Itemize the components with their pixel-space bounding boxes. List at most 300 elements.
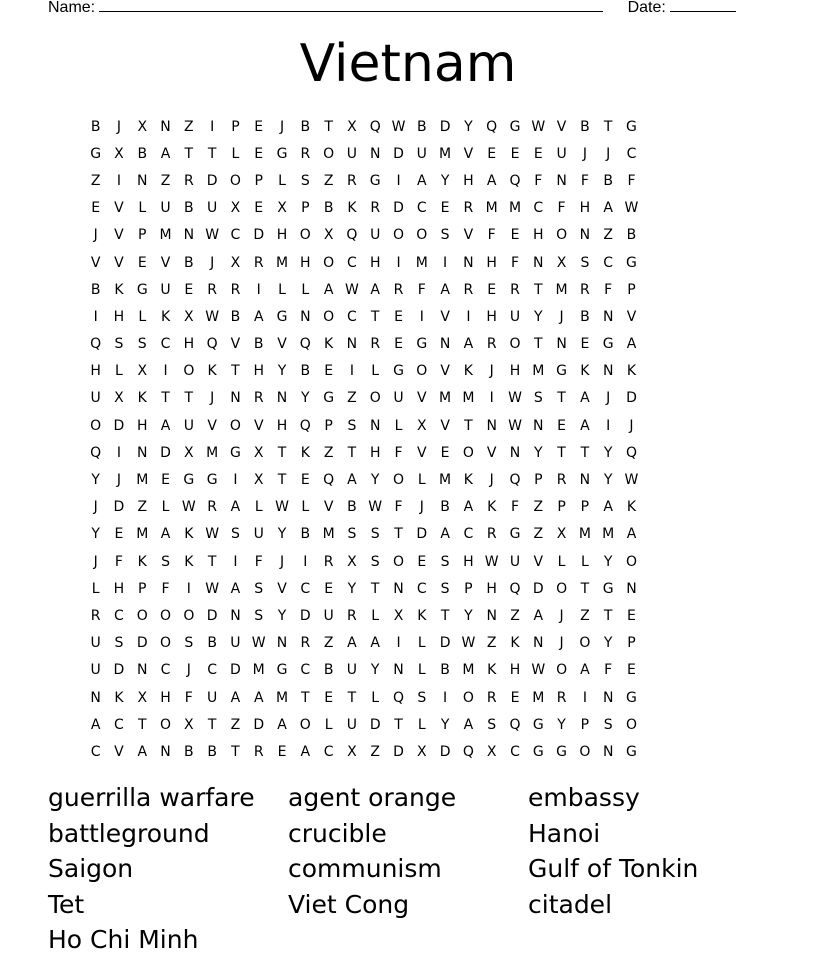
grid-letter: A bbox=[463, 716, 474, 733]
grid-letter: U bbox=[90, 635, 101, 652]
grid-letter: S bbox=[114, 635, 124, 652]
grid-letter: T bbox=[277, 444, 287, 461]
grid-letter: D bbox=[626, 390, 637, 407]
grid-letter: V bbox=[440, 363, 450, 380]
grid-letter: W bbox=[275, 499, 289, 516]
grid-letter: G bbox=[602, 336, 614, 353]
grid-letter: W bbox=[205, 580, 220, 597]
grid-letter: Z bbox=[230, 716, 241, 733]
grid-letter: R bbox=[510, 281, 520, 298]
grid-letter: Q bbox=[486, 118, 498, 135]
word-bank-item: citadel bbox=[528, 889, 613, 919]
grid-letter: N bbox=[602, 689, 614, 706]
grid-letter: R bbox=[370, 336, 381, 353]
grid-letter: Y bbox=[440, 172, 450, 189]
grid-letter: S bbox=[184, 635, 194, 652]
grid-letter: T bbox=[347, 444, 357, 461]
grid-letter: S bbox=[347, 417, 357, 434]
grid-letter: T bbox=[603, 118, 613, 135]
grid-letter: I bbox=[396, 172, 401, 189]
grid-letter: J bbox=[559, 635, 564, 652]
date-field[interactable] bbox=[670, 0, 736, 12]
grid-letter: A bbox=[370, 635, 380, 652]
grid-letter: B bbox=[300, 363, 311, 380]
grid-letter: F bbox=[557, 200, 566, 217]
grid-letter: C bbox=[347, 308, 357, 325]
grid-letter: Q bbox=[509, 580, 521, 597]
grid-letter: I bbox=[93, 308, 98, 325]
grid-letter: F bbox=[417, 281, 426, 298]
grid-letter: C bbox=[300, 662, 311, 679]
grid-letter: N bbox=[533, 635, 544, 652]
grid-letter: L bbox=[278, 281, 286, 298]
grid-letter: N bbox=[137, 444, 148, 461]
grid-letter: V bbox=[417, 390, 427, 407]
grid-letter: Y bbox=[277, 526, 287, 543]
grid-letter: K bbox=[626, 499, 637, 516]
grid-letter: R bbox=[300, 635, 311, 652]
grid-letter: N bbox=[346, 336, 358, 353]
grid-letter: Q bbox=[346, 227, 358, 244]
grid-letter: W bbox=[531, 662, 546, 679]
grid-letter: G bbox=[626, 743, 637, 760]
grid-letter: Z bbox=[580, 607, 590, 624]
grid-letter: E bbox=[254, 200, 264, 217]
grid-letter: K bbox=[626, 363, 637, 380]
grid-letter: E bbox=[440, 444, 450, 461]
grid-letter: F bbox=[114, 553, 123, 570]
grid-letter: C bbox=[160, 662, 171, 679]
grid-row bbox=[84, 466, 736, 493]
grid-letter: O bbox=[509, 336, 521, 353]
grid-letter: A bbox=[417, 172, 427, 189]
grid-letter: T bbox=[324, 118, 333, 135]
grid-letter: T bbox=[534, 336, 543, 353]
grid-letter: K bbox=[510, 635, 520, 652]
grid-letter: A bbox=[160, 526, 171, 543]
name-date-header bbox=[48, 0, 736, 18]
grid-letter: Z bbox=[510, 607, 520, 624]
grid-letter: M bbox=[415, 254, 428, 271]
grid-letter: H bbox=[509, 363, 521, 380]
grid-letter: V bbox=[207, 417, 217, 434]
grid-letter: Z bbox=[323, 444, 334, 461]
grid-letter: J bbox=[93, 499, 98, 516]
grid-letter: R bbox=[486, 336, 497, 353]
grid-letter: A bbox=[463, 499, 474, 516]
grid-letter: A bbox=[626, 526, 637, 543]
grid-letter: Z bbox=[184, 118, 194, 135]
grid-letter: U bbox=[207, 200, 218, 217]
grid-letter: K bbox=[324, 336, 334, 353]
grid-letter: A bbox=[533, 607, 544, 624]
grid-letter: O bbox=[229, 172, 241, 189]
grid-letter: B bbox=[440, 499, 450, 516]
grid-letter: O bbox=[392, 227, 405, 244]
grid-letter: Q bbox=[462, 743, 474, 760]
grid-letter: D bbox=[113, 417, 125, 434]
grid-letter: D bbox=[369, 716, 381, 733]
grid-letter: S bbox=[370, 526, 380, 543]
grid-letter: V bbox=[417, 444, 427, 461]
grid-letter: T bbox=[301, 689, 310, 706]
grid-letter: C bbox=[300, 580, 311, 597]
grid-letter: K bbox=[184, 526, 194, 543]
grid-letter: N bbox=[602, 743, 614, 760]
grid-letter: K bbox=[487, 662, 497, 679]
grid-letter: Y bbox=[603, 553, 613, 570]
grid-letter: U bbox=[346, 662, 358, 679]
grid-letter: C bbox=[114, 607, 124, 624]
grid-letter: G bbox=[556, 743, 568, 760]
grid-letter: K bbox=[207, 363, 217, 380]
grid-letter: N bbox=[393, 662, 404, 679]
grid-letter: E bbox=[324, 363, 334, 380]
grid-letter: B bbox=[230, 308, 241, 325]
grid-letter: Z bbox=[486, 635, 497, 652]
grid-letter: N bbox=[160, 118, 171, 135]
grid-letter: S bbox=[254, 580, 264, 597]
grid-letter: H bbox=[463, 172, 474, 189]
grid-letter: B bbox=[207, 743, 217, 760]
grid-row bbox=[84, 249, 736, 276]
grid-letter: Q bbox=[299, 417, 311, 434]
grid-letter: N bbox=[137, 662, 148, 679]
grid-letter: U bbox=[90, 390, 101, 407]
grid-letter: I bbox=[419, 308, 424, 325]
grid-letter: A bbox=[277, 716, 287, 733]
grid-letter: V bbox=[463, 227, 474, 244]
grid-letter: C bbox=[323, 743, 334, 760]
grid-letter: O bbox=[416, 227, 428, 244]
grid-letter: T bbox=[580, 444, 590, 461]
grid-letter: V bbox=[114, 254, 124, 271]
grid-letter: H bbox=[486, 580, 497, 597]
word-bank-row bbox=[48, 816, 808, 852]
grid-letter: R bbox=[253, 743, 264, 760]
grid-letter: T bbox=[184, 390, 194, 407]
grid-letter: E bbox=[324, 689, 334, 706]
grid-letter: S bbox=[533, 390, 543, 407]
grid-letter: J bbox=[559, 607, 564, 624]
grid-letter: L bbox=[301, 499, 310, 516]
grid-letter: X bbox=[277, 200, 287, 217]
grid-letter: X bbox=[347, 553, 357, 570]
word-bank-row bbox=[48, 780, 808, 816]
grid-letter: S bbox=[603, 716, 613, 733]
grid-letter: E bbox=[417, 553, 427, 570]
word-bank-item: guerrilla warfare bbox=[48, 783, 255, 812]
grid-letter: X bbox=[137, 363, 148, 380]
grid-letter: U bbox=[323, 607, 334, 624]
grid-letter: Q bbox=[509, 172, 521, 189]
grid-letter: D bbox=[439, 743, 451, 760]
grid-letter: O bbox=[392, 472, 405, 489]
grid-letter: Z bbox=[603, 227, 613, 244]
grid-letter: L bbox=[371, 363, 380, 380]
grid-letter: X bbox=[230, 254, 241, 271]
grid-letter: R bbox=[347, 607, 357, 624]
grid-letter: J bbox=[210, 254, 215, 271]
grid-letter: E bbox=[254, 118, 264, 135]
grid-letter: Z bbox=[160, 172, 171, 189]
grid-letter: B bbox=[626, 227, 637, 244]
grid-letter: D bbox=[393, 145, 404, 162]
grid-letter: K bbox=[184, 553, 194, 570]
grid-letter: K bbox=[487, 499, 497, 516]
grid-row bbox=[84, 113, 736, 140]
grid-letter: D bbox=[113, 499, 125, 516]
grid-letter: H bbox=[276, 417, 288, 434]
grid-letter: N bbox=[486, 417, 497, 434]
grid-letter: G bbox=[626, 689, 637, 706]
grid-letter: E bbox=[114, 526, 124, 543]
grid-letter: E bbox=[440, 200, 450, 217]
grid-letter: B bbox=[207, 635, 217, 652]
grid-letter: A bbox=[230, 580, 241, 597]
grid-letter: T bbox=[277, 472, 287, 489]
grid-letter: H bbox=[486, 308, 497, 325]
grid-letter: D bbox=[253, 227, 265, 244]
grid-letter: S bbox=[440, 227, 450, 244]
grid-letter: O bbox=[160, 716, 172, 733]
word-search-grid bbox=[84, 113, 736, 766]
grid-letter: T bbox=[370, 580, 380, 597]
grid-letter: T bbox=[347, 689, 357, 706]
grid-letter: X bbox=[417, 417, 427, 434]
grid-letter: M bbox=[485, 200, 498, 217]
grid-letter: D bbox=[439, 635, 451, 652]
grid-letter: A bbox=[580, 390, 590, 407]
grid-letter: B bbox=[90, 118, 101, 135]
grid-letter: N bbox=[509, 444, 521, 461]
grid-letter: M bbox=[508, 200, 522, 217]
grid-letter: M bbox=[322, 526, 335, 543]
grid-letter: P bbox=[254, 172, 263, 189]
word-bank-item: Tet bbox=[48, 889, 85, 919]
grid-letter: W bbox=[181, 499, 196, 516]
grid-letter: X bbox=[486, 743, 497, 760]
grid-letter: D bbox=[253, 716, 265, 733]
grid-letter: D bbox=[299, 607, 311, 624]
word-bank-row bbox=[48, 851, 808, 887]
grid-letter: O bbox=[160, 635, 172, 652]
grid-letter: Y bbox=[91, 472, 100, 489]
grid-letter: I bbox=[163, 363, 168, 380]
grid-letter: M bbox=[206, 444, 219, 461]
grid-letter: F bbox=[534, 172, 543, 189]
grid-letter: O bbox=[556, 227, 568, 244]
grid-letter: D bbox=[230, 662, 241, 679]
grid-letter: M bbox=[555, 281, 568, 298]
grid-letter: T bbox=[580, 580, 590, 597]
grid-letter: V bbox=[160, 254, 171, 271]
grid-letter: W bbox=[368, 499, 383, 516]
grid-letter: Z bbox=[370, 743, 380, 760]
grid-letter: X bbox=[556, 526, 567, 543]
grid-letter: O bbox=[136, 607, 148, 624]
grid-letter: J bbox=[93, 227, 98, 244]
grid-letter: M bbox=[578, 526, 591, 543]
grid-letter: K bbox=[137, 553, 147, 570]
grid-letter: W bbox=[205, 227, 220, 244]
grid-letter: E bbox=[91, 200, 101, 217]
grid-letter: D bbox=[206, 172, 218, 189]
grid-letter: R bbox=[300, 145, 311, 162]
grid-letter: E bbox=[324, 580, 334, 597]
grid-letter: A bbox=[440, 526, 450, 543]
grid-letter: Q bbox=[369, 118, 381, 135]
grid-letter: B bbox=[440, 662, 450, 679]
grid-row bbox=[84, 738, 736, 765]
grid-letter: N bbox=[137, 172, 148, 189]
grid-letter: U bbox=[370, 227, 381, 244]
grid-letter: K bbox=[160, 308, 171, 325]
grid-letter: W bbox=[484, 553, 499, 570]
grid-letter: V bbox=[440, 308, 450, 325]
grid-letter: F bbox=[580, 172, 589, 189]
grid-letter: I bbox=[303, 553, 308, 570]
word-bank bbox=[48, 780, 808, 958]
grid-letter: K bbox=[463, 472, 473, 489]
grid-letter: M bbox=[602, 526, 615, 543]
grid-letter: K bbox=[137, 390, 147, 407]
grid-letter: T bbox=[370, 308, 380, 325]
grid-letter: I bbox=[606, 417, 611, 434]
grid-letter: T bbox=[207, 716, 217, 733]
grid-letter: R bbox=[253, 390, 264, 407]
grid-letter: I bbox=[233, 553, 238, 570]
grid-letter: K bbox=[417, 607, 427, 624]
grid-letter: X bbox=[347, 743, 357, 760]
grid-letter: L bbox=[138, 200, 147, 217]
grid-letter: E bbox=[277, 743, 287, 760]
grid-letter: C bbox=[416, 200, 427, 217]
grid-letter: T bbox=[464, 417, 473, 434]
grid-letter: T bbox=[440, 607, 450, 624]
grid-letter: H bbox=[113, 308, 125, 325]
grid-letter: J bbox=[629, 417, 634, 434]
grid-letter: B bbox=[137, 145, 148, 162]
grid-letter: L bbox=[371, 607, 380, 624]
grid-letter: O bbox=[556, 580, 568, 597]
grid-row bbox=[84, 548, 736, 575]
grid-letter: G bbox=[393, 363, 404, 380]
grid-letter: E bbox=[300, 472, 310, 489]
grid-letter: G bbox=[90, 145, 102, 162]
grid-letter: G bbox=[602, 580, 614, 597]
grid-letter: A bbox=[253, 308, 264, 325]
grid-letter: J bbox=[116, 472, 122, 489]
grid-letter: R bbox=[463, 200, 474, 217]
grid-letter: G bbox=[626, 118, 637, 135]
grid-letter: N bbox=[369, 417, 381, 434]
grid-row bbox=[84, 195, 736, 222]
grid-letter: A bbox=[603, 499, 613, 516]
grid-letter: J bbox=[606, 390, 611, 407]
grid-letter: I bbox=[210, 118, 215, 135]
grid-letter: G bbox=[509, 118, 521, 135]
grid-letter: E bbox=[627, 607, 636, 624]
grid-letter: Y bbox=[91, 526, 100, 543]
grid-letter: F bbox=[254, 553, 263, 570]
grid-letter: T bbox=[137, 716, 147, 733]
grid-letter: N bbox=[230, 607, 241, 624]
grid-letter: J bbox=[93, 553, 98, 570]
grid-letter: O bbox=[183, 363, 195, 380]
grid-letter: S bbox=[254, 607, 264, 624]
grid-letter: G bbox=[532, 716, 544, 733]
grid-letter: L bbox=[371, 689, 380, 706]
grid-letter: B bbox=[253, 336, 264, 353]
grid-letter: U bbox=[556, 145, 567, 162]
grid-letter: H bbox=[486, 254, 497, 271]
grid-letter: Y bbox=[277, 607, 287, 624]
grid-letter: J bbox=[419, 499, 424, 516]
grid-letter: A bbox=[580, 662, 590, 679]
grid-letter: D bbox=[206, 607, 218, 624]
grid-letter: R bbox=[253, 254, 264, 271]
grid-letter: C bbox=[533, 200, 544, 217]
grid-letter: J bbox=[489, 472, 494, 489]
grid-letter: V bbox=[486, 444, 497, 461]
grid-letter: R bbox=[370, 200, 381, 217]
name-field[interactable] bbox=[99, 0, 603, 12]
grid-letter: Y bbox=[534, 444, 543, 461]
grid-letter: H bbox=[463, 553, 474, 570]
grid-letter: N bbox=[626, 580, 637, 597]
grid-letter: A bbox=[580, 417, 590, 434]
grid-letter: Z bbox=[323, 172, 334, 189]
grid-letter: E bbox=[533, 145, 543, 162]
grid-letter: S bbox=[230, 526, 240, 543]
grid-letter: H bbox=[183, 336, 195, 353]
grid-letter: G bbox=[276, 308, 288, 325]
grid-letter: A bbox=[160, 145, 171, 162]
grid-letter: O bbox=[299, 227, 311, 244]
grid-letter: M bbox=[462, 662, 475, 679]
grid-letter: O bbox=[462, 689, 474, 706]
grid-letter: W bbox=[251, 635, 266, 652]
grid-letter: V bbox=[533, 553, 544, 570]
grid-letter: B bbox=[184, 743, 194, 760]
grid-letter: N bbox=[463, 254, 474, 271]
grid-letter: S bbox=[370, 553, 380, 570]
grid-letter: R bbox=[323, 553, 334, 570]
grid-letter: T bbox=[557, 444, 566, 461]
grid-letter: Q bbox=[299, 336, 311, 353]
grid-letter: O bbox=[229, 417, 241, 434]
grid-letter: R bbox=[486, 689, 497, 706]
grid-letter: Z bbox=[90, 172, 101, 189]
grid-letter: Y bbox=[277, 363, 287, 380]
grid-letter: L bbox=[301, 281, 310, 298]
grid-letter: X bbox=[184, 716, 194, 733]
grid-letter: A bbox=[440, 281, 450, 298]
grid-letter: O bbox=[416, 363, 428, 380]
grid-letter: M bbox=[159, 227, 172, 244]
grid-letter: V bbox=[114, 227, 124, 244]
grid-letter: P bbox=[580, 716, 590, 733]
grid-letter: B bbox=[417, 118, 427, 135]
grid-letter: D bbox=[393, 743, 404, 760]
grid-letter: J bbox=[489, 363, 494, 380]
grid-letter: D bbox=[160, 444, 171, 461]
grid-letter: X bbox=[253, 472, 264, 489]
grid-letter: U bbox=[207, 689, 218, 706]
grid-letter: A bbox=[370, 281, 380, 298]
word-bank-item: Hanoi bbox=[528, 818, 601, 848]
